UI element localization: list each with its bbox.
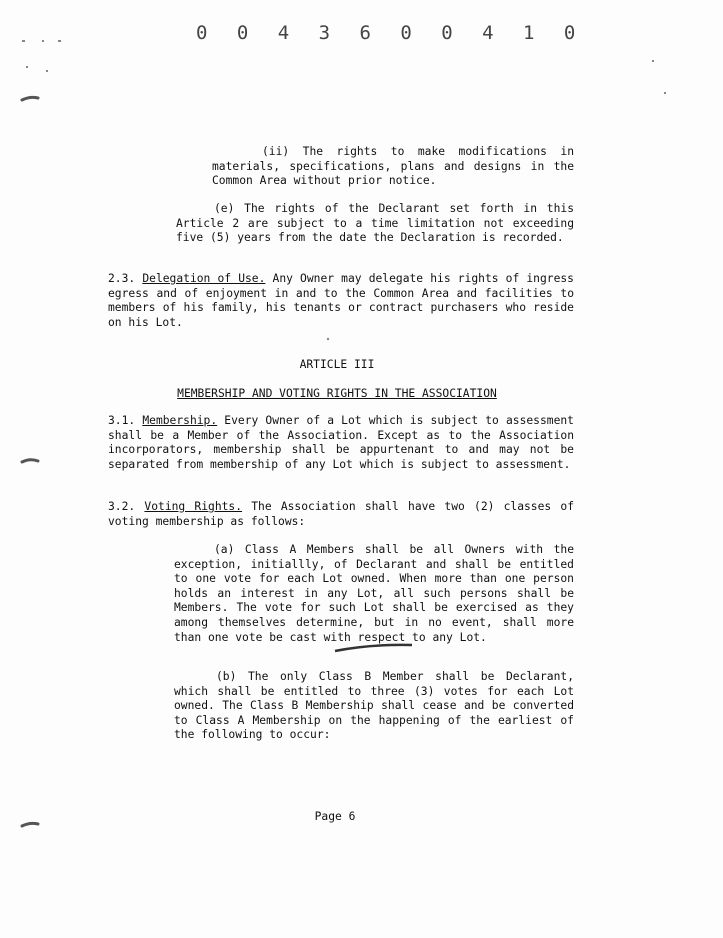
section-3-2	[108, 500, 574, 529]
paragraph-a	[174, 543, 574, 645]
section-3-2-paragraph	[108, 500, 574, 529]
section-3-1-heading: Membership.	[142, 414, 218, 427]
paragraph-e	[176, 202, 574, 246]
section-2-3-heading: Delegation of Use.	[142, 272, 266, 285]
section-3-1-number: 3.1.	[108, 414, 136, 427]
section-3-2-heading: Voting Rights.	[144, 500, 243, 513]
paragraph-ii	[212, 145, 574, 189]
paragraph-e-text: (e) The rights of the Declarant set forth in this Article 2 are subject to a time limitation not exceeding five (5) years from the date the Declaration is recorded.	[176, 202, 574, 245]
section-2-3	[108, 272, 574, 330]
section-2-3-text: Any Owner may delegate his rights of ingress egress and of enjoyment in and to the Common Area and facilities to members of his family, his tenants or contract purchasers who reside on his Lot.	[108, 272, 574, 329]
section-3-2-text: The Association shall have two (2) classes of voting membership as follows:	[108, 500, 575, 528]
paragraph-ii-text: (ii) The rights to make modifications in materials, specifications, plans and designs in the Common Area without prior notice.	[212, 145, 574, 188]
paragraph-a-text: (a) Class A Members shall be all Owners with the exception, initiallly, of Declarant and shall be entitled to one vote for each Lot owned. When more than one person holds an interest in any Lot, all such persons shall be Members. The vote for such Lot shall be exercised as they among themselves determine, but in no event, shall more than one vote be cast with respect to any Lot.	[174, 543, 574, 644]
section-2-3-paragraph	[108, 272, 574, 330]
margin-mark-middle	[22, 460, 38, 462]
page-number: Page 6	[314, 810, 356, 823]
document-number: 0 0 4 3 6 0 0 4 1 0	[196, 22, 585, 44]
article-subtitle: MEMBERSHIP AND VOTING RIGHTS IN THE ASSOCIATION	[177, 387, 497, 400]
section-3-1	[108, 414, 574, 472]
section-3-1-text: Every Owner of a Lot which is subject to assessment shall be a Member of the Association. Except as to the Association incorporators, membership shall be appurtenant to and may not be separated from membership of any Lot which is subject to assessment.	[108, 414, 574, 471]
margin-mark-bottom	[22, 823, 38, 826]
margin-mark-top	[22, 97, 38, 100]
handwritten-scribble	[335, 645, 412, 651]
article-title: ARTICLE III	[299, 358, 375, 371]
section-2-3-number: 2.3.	[108, 272, 136, 285]
paragraph-b	[174, 670, 574, 743]
section-3-2-number: 3.2.	[108, 500, 136, 513]
section-3-1-paragraph	[108, 414, 574, 472]
paragraph-b-text: (b) The only Class B Member shall be Declarant, which shall be entitled to three (3) votes for each Lot owned. The Class B Membership shall cease and be converted to Class A Membership on the happening of the earliest of the following to occur:	[174, 670, 574, 742]
